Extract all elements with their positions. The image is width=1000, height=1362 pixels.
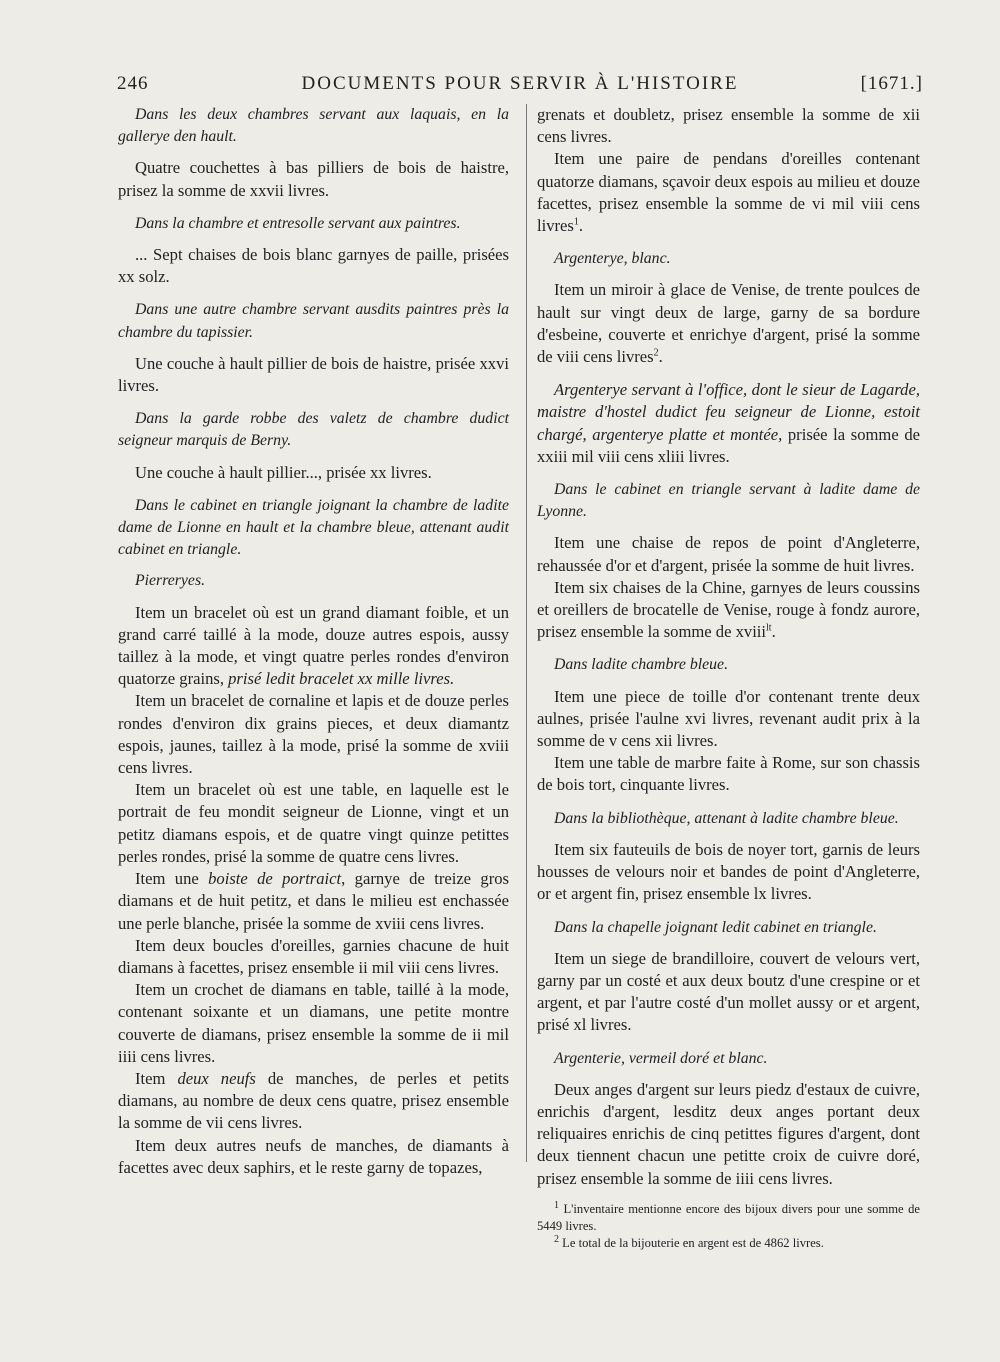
footnote-ref: 1 [573, 216, 579, 228]
paragraph: Item un bracelet où est une table, en laquelle est le portrait de feu mondit seigneur de Lionne, vingt et un petitz diamans espois, et de quatre vingt quinze petittes perles rondes, prisé la somme de quatre cens livres. [118, 780, 509, 866]
text-run: , garnye de treize gros diamans et de huit petitz, et dans le milieu est enchassée une perle blanche, prisée la somme de xviii cens livres. [118, 869, 509, 933]
section-heading: Argenterye, blanc. [554, 250, 671, 268]
text-run: Item une [135, 869, 209, 889]
section-heading: Dans la chambre et entresolle servant aux paintres. [135, 214, 461, 232]
paragraph [537, 148, 920, 237]
text-run: . [658, 347, 663, 367]
paragraph: Item une table de marbre faite à Rome, sur son chassis de bois tort, cinquante livres. [537, 753, 920, 795]
column-divider [526, 104, 527, 1162]
right-column [537, 104, 920, 1252]
paragraph: Item un siege de brandilloire, couvert de velours vert, garny par un costé et aux deux boutz d'une crespine or et argent, et par l'autre costé d'un mollet aussy or et argent, prisé xl livres. [537, 948, 920, 1035]
footnote-mark: 2 [554, 1233, 559, 1245]
paragraph: Item une piece de toille d'or contenant trente deux aulnes, prisée l'aulne xvi livres, revenant audit prix à la somme de v cens xii livres. [537, 686, 920, 751]
text-run: . [771, 622, 776, 642]
footnote-ref: 2 [653, 347, 659, 359]
paragraph [537, 577, 920, 644]
paragraph [118, 602, 509, 691]
section-heading: Argenterie, vermeil doré et blanc. [554, 1049, 768, 1067]
text-run: prisée la somme de xxiii mil viii cens xliii livres. [537, 424, 920, 466]
left-column [118, 104, 509, 1179]
paragraph: Une couche à hault pillier..., prisée xx livres. [135, 462, 432, 482]
paragraph: Item un crochet de diamans en table, taillé à la mode, contenant soixante et un diamans, une petite montre couverte de diamans, prisez ensemble la somme de ii mil iiii cens livres. [118, 980, 509, 1066]
text-run: Item un miroir à glace de Venise, de trente poulces de hault sur vingt deux de large, garny de sa bordure d'esbeine, couverte et enrichye d'argent, prisé la somme de viii cens livres [537, 280, 920, 367]
footnote [537, 1235, 920, 1252]
paragraph: Item deux boucles d'oreilles, garnies chacune de huit diamans à facettes, prisez ensemble ii mil viii cens livres. [118, 935, 509, 977]
text-run: Item [135, 1068, 178, 1088]
paragraph: Une couche à hault pillier de bois de haistre, prisée xxvi livres. [118, 353, 509, 396]
section-heading: Dans la garde robbe des valetz de chambre dudict seigneur marquis de Berny. [118, 410, 509, 450]
paragraph: grenats et doubletz, prisez ensemble la somme de xii cens livres. [537, 105, 920, 147]
paragraph: Quatre couchettes à bas pilliers de bois de haistre, prisez la somme de xxvii livres. [118, 158, 509, 200]
text-run: de manches, de perles et petits diamans, au nombre de deux cens quatre, prisez ensemble la somme de vii cens livres. [118, 1068, 510, 1133]
section-heading: Dans ladite chambre bleue. [554, 656, 729, 674]
italic-run: prisé ledit bracelet xx mille livres. [228, 669, 455, 689]
text-run: Item six chaises de la Chine, garnyes de leurs coussins et oreillers de brocatelle de Venise, rouge à fondz aurore, prisez ensemble la somme de xviii [537, 577, 920, 642]
paragraph: ... Sept chaises de bois blanc garnyes de paille, prisées xx solz. [118, 245, 509, 287]
paragraph [537, 279, 920, 368]
footnote [537, 1201, 920, 1235]
paragraph [118, 868, 509, 935]
section-heading: Dans les deux chambres servant aux laquais, en la gallerye den hault. [118, 106, 509, 146]
section-heading: Dans la bibliothèque, attenant à ladite chambre bleue. [554, 809, 899, 827]
section-heading: Pierreryes. [135, 572, 206, 590]
paragraph: Item un bracelet de cornaline et lapis et de douze perles rondes d'environ dix grains pieces, et deux diamantz espois, jaunes, taillez à la mode, prisé la somme de xviii cens livres. [118, 691, 509, 778]
text-run: . [578, 216, 584, 236]
paragraph: Item deux autres neufs de manches, de diamants à facettes avec deux saphirs, et le reste garny de topazes, [118, 1135, 509, 1177]
text-run: Item un bracelet où est un grand diamant foible, et un grand carré taillé à la mode, douze autres espois, aussy taillez à la mode, et vingt quatre perles rondes d'environ quatorze grains, [118, 602, 509, 689]
running-title: DOCUMENTS POUR SERVIR À L'HISTOIRE [301, 73, 739, 94]
paragraph [118, 1068, 509, 1135]
paragraph: Item une chaise de repos de point d'Angleterre, rehaussée d'or et d'argent, prisée la somme de huit livres. [537, 533, 920, 575]
running-header [117, 73, 923, 103]
year-marker: [1671.] [860, 73, 923, 94]
paragraph: Deux anges d'argent sur leurs piedz d'estaux de cuivre, enrichis d'argent, lesditz deux anges portant deux reliquaires enrichis de cinq petittes figures d'argent, dont deux tiennent chacun une petitte croix de cuivre doré, prisez ensemble la somme de iiii cens livres. [537, 1079, 920, 1188]
paragraph [537, 379, 920, 468]
text-run: Item une paire de pendans d'oreilles contenant quatorze diamans, sçavoir deux espois au milieu et douze facettes, prisez ensemble la somme de vi mil viii cens livres [537, 149, 920, 236]
italic-run: deux neufs [177, 1068, 256, 1088]
footnotes [537, 1201, 920, 1252]
section-heading: Dans le cabinet en triangle joignant la chambre de ladite dame de Lionne en hault et la chambre bleue, attenant audit cabinet en triangle. [118, 496, 509, 559]
footnote-text: Le total de la bijouterie en argent est de 4862 livres. [559, 1235, 824, 1250]
page-number: 246 [117, 73, 149, 94]
footnote-text: L'inventaire mentionne encore des bijoux divers pour une somme de 5449 livres. [537, 1201, 920, 1233]
italic-run: Argenterye servant à l'office, dont le sieur de Lagarde, maistre d'hostel dudict feu seigneur de Lionne, estoit chargé, argenterye platte et montée, [537, 380, 920, 444]
section-heading: Dans le cabinet en triangle servant à ladite dame de Lyonne. [537, 481, 920, 521]
section-heading: Dans la chapelle joignant ledit cabinet en triangle. [554, 918, 877, 936]
footnote-mark: 1 [554, 1199, 559, 1211]
section-heading: Dans une autre chambre servant ausdits paintres près la chambre du tapissier. [118, 301, 509, 341]
superscript: lt [766, 622, 772, 634]
italic-run: boiste de portraict [208, 869, 342, 889]
paragraph: Item six fauteuils de bois de noyer tort, garnis de leurs housses de velours noir et bandes de point d'Angleterre, or et argent fin, prisez ensemble lx livres. [537, 839, 920, 904]
